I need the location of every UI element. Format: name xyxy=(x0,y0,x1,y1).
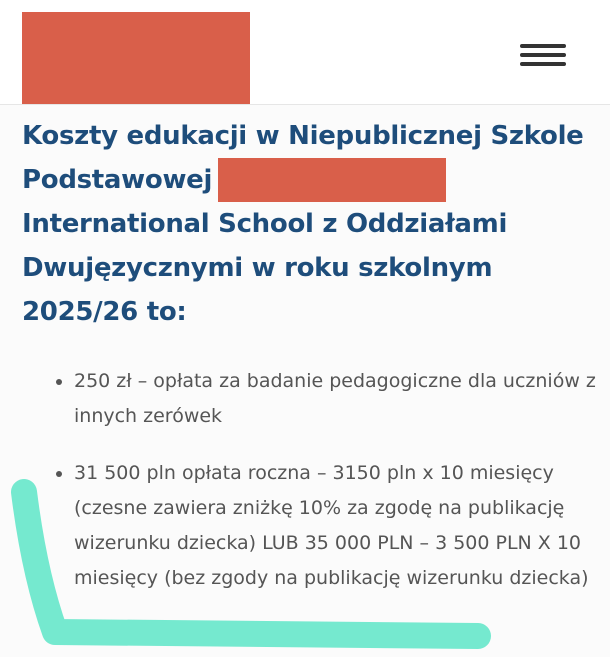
redacted-logo xyxy=(22,12,250,104)
hamburger-icon xyxy=(520,44,566,48)
redacted-school-name xyxy=(218,158,446,202)
cost-list xyxy=(48,364,610,618)
list-item: • 31 500 pln opłata roczna – 3150 pln x 10 miesięcy (czesne zawiera zniżkę 10% za zgodę na publikację wizerunku dziecka) LUB 35 000 PLN – 3 500 PLN X 10 miesięcy (bez zgody na publikację wizerunku dziecka) xyxy=(74,456,610,596)
list-item: • 250 zł – opłata za badanie pedagogiczne dla uczniów z innych zerówek xyxy=(74,364,610,434)
site-header xyxy=(0,0,610,105)
hamburger-menu-button[interactable] xyxy=(520,44,566,66)
page-title: Koszty edukacji w Niepublicznej Szkole Podstawowej International School z Oddziałami Dwujęzycznymi w roku szkolnym 2025/26 to: xyxy=(22,121,584,327)
